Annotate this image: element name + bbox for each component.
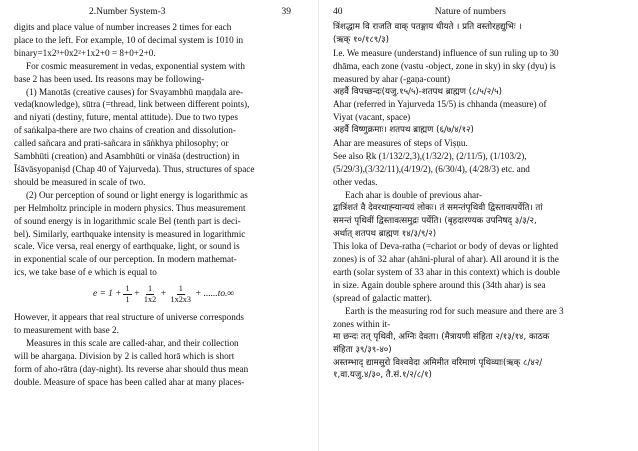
text-line: Each ahar is double of previous ahar- (345, 189, 483, 200)
series-equation (14, 279, 313, 309)
plus-sign: + (160, 289, 167, 300)
text-line: Viyat (vacant, space) (333, 112, 411, 123)
text-line: I.e. We measure (understand) influence of sun ruling up to 30 (333, 47, 559, 58)
text-line: Īśāvāsyopaniṣd (Chap 40 of Yajurveda). Thus, structures of space (14, 163, 255, 174)
sanskrit-line: मा छन्दः तत् पृथिवी, अग्निः देवता। (मैत्रायणी संहिता २/१३/१४, काठक (333, 331, 550, 342)
fraction-numerator: 1 (148, 283, 153, 293)
text-line: of sound energy is in logarithmic scale Bel (tenth part is deci- (14, 215, 241, 226)
text-line: However, it appears that real structure of universe corresponds (14, 312, 244, 323)
text-line: and niyati (destiny, future, mental attitude). Due to two types (14, 112, 238, 123)
text-line: dhāma, each zone (vastu -object, zone in sky) in sky (dyu) is (333, 60, 556, 71)
chapter-header-title: 2.Number System-3 (89, 7, 166, 17)
right-page (319, 0, 638, 451)
text-line: in exponential scale of our perception. In modern mathemat- (14, 254, 237, 265)
fraction-numerator: 1 (178, 283, 183, 293)
text-line: For cosmic measurement in vedas, exponential system with (26, 60, 245, 71)
sanskrit-line: समन्तं पृथिवीं द्विस्तावत्समुद्रः पर्येति। (बृहदारण्यक उपनिषद् ३/३/२, (333, 215, 537, 226)
text-line: digits and place value of number increases 2 times for each (14, 22, 232, 32)
text-line: per Helmholtz principle in modern physics. Thus measurement (14, 202, 246, 213)
text-line: Ahar are measures of steps of Viṣṇu. (333, 138, 468, 149)
page-number: 39 (281, 7, 291, 17)
sanskrit-line: १,वा.यजु.४/३०, तै.सं.१/२/८/१) (333, 370, 432, 381)
sanskrit-line: अहर्वै विपच्छन्दः(यजु.१५/५)-शतपथ ब्राह्मण (८/५/२/५) (333, 86, 502, 97)
right-running-head (333, 6, 626, 18)
fraction (169, 284, 193, 305)
text-line: (5/29/3),(3/32/11),(4/19/2), (6/30/4), (4/28/3) etc. and (333, 163, 530, 174)
text-line: in size. Again double sphere around this (34th ahar) is sea (333, 280, 546, 291)
fraction-denominator: 1 (125, 294, 130, 304)
text-line: place to the left. For example, 10 of decimal system is 1010 in (14, 34, 244, 45)
sanskrit-line: (ऋक् १०/१८९/३) (333, 34, 389, 45)
text-line: of saṅkalpa-there are two chains of creation and dissolution- (14, 125, 236, 136)
equation-tail: + ......to.∞ (194, 289, 235, 300)
sanskrit-line: द्वात्रिंशतं वै देवरथाह्न्यान्ययं लोकः। तं समन्तंपृथिवी द्विस्तावत्पर्येति। तां (333, 202, 543, 213)
text-line: zones) is of 32 ahar (ahāni-plural of ahar). All around it is the (333, 254, 559, 265)
text-line: other vedas. (333, 176, 378, 187)
left-running-head (14, 6, 313, 18)
text-line: bel). Similarly, earthquake intensity is measured in logarithmic (14, 228, 246, 239)
text-line: called sañcara and prati-sañcara in sāṅkhya philosophy; or (14, 138, 229, 149)
text-line: (spread of galactic matter). (333, 293, 432, 304)
plus-sign: + (133, 289, 140, 300)
text-line: (1) Manotās (creative causes) for Svayambhū maṇḍala are- (26, 86, 244, 97)
sanskrit-line: संहिता ३९/३९-४०) (333, 344, 392, 355)
text-line: Earth is the measuring rod for such measure and there are 3 (345, 305, 564, 316)
text-line: Ahar (referred in Yajurveda 15/5) is chhanda (measure) of (333, 99, 547, 110)
sanskrit-line: त्रिंशद्धाम वि राजति वाक् पतङ्गाय धीयते । प्रति वस्तोरहद्युभिः । (333, 22, 522, 32)
text-line: veda(knowledge), sūtra (=thread, link between different points), (14, 99, 250, 110)
text-line: form of aho-rātra (day-night). Its reverse ahar should thus mean (14, 363, 249, 374)
page-number: 40 (333, 7, 343, 17)
text-line: Sambhūti (creation) and Asambhūti or vināśa (destruction) in (14, 151, 240, 162)
fraction-denominator: 1x2x3 (170, 294, 191, 304)
text-line: double. Measure of space has been called ahar at many places- (14, 376, 245, 387)
right-body-text (333, 21, 626, 382)
text-line: ics, we take base of e which is equal to (14, 267, 157, 278)
fraction-numerator: 1 (125, 283, 130, 293)
sanskrit-line: अस्तम्भाद् द्यामसुरो विश्ववेदा अमिमीत वरिमाणं पृथिव्याः(ऋक् ८/४२/ (333, 357, 543, 368)
text-line: scale. Vice versa, real energy of earthquake, light, or sound is (14, 241, 240, 252)
sanskrit-line: अहर्वै विष्णुक्रमाः। शतपथ ब्राह्मण (६/७/४/१२) (333, 125, 474, 136)
text-line: measured by ahar (-gaṇa-count) (333, 73, 451, 84)
chapter-header-title: Nature of numbers (434, 7, 506, 17)
text-line: will be ahargaṇa. Division by 2 is called horā which is short (14, 350, 235, 361)
text-line: to measurement with base 2. (14, 325, 119, 336)
equation-lhs: e = 1 + (92, 289, 122, 300)
sanskrit-line: अर्थात् शतपथ ब्राह्मण १४/३/९/२) (333, 228, 437, 239)
text-line: base 2 has been used. Its reasons may be following- (14, 73, 205, 84)
text-line: (2) Our perception of sound or light energy is logarithmic as (26, 189, 248, 200)
fraction (123, 284, 131, 305)
fraction-denominator: 1x2 (143, 294, 157, 304)
text-line: binary=1x2³+0x2²+1x2+0 = 8+0+2+0. (14, 47, 156, 58)
text-line: zones within it- (333, 318, 391, 329)
text-line: should be measured in scale of two. (14, 176, 146, 187)
left-body-text (14, 21, 313, 279)
left-body-text-continued (14, 311, 313, 388)
text-line: See also Ṛk (1/132/2,3),(1/32/2), (2/11/5), (1/103/2), (333, 151, 527, 162)
text-line: This loka of Deva-ratha (=chariot or body of devas or lighted (333, 241, 559, 252)
fraction (142, 284, 158, 305)
text-line: earth (solar system of 33 ahar in this context) which is double (333, 267, 560, 278)
text-line: Measures in this scale are called-ahar, and their collection (26, 337, 239, 348)
